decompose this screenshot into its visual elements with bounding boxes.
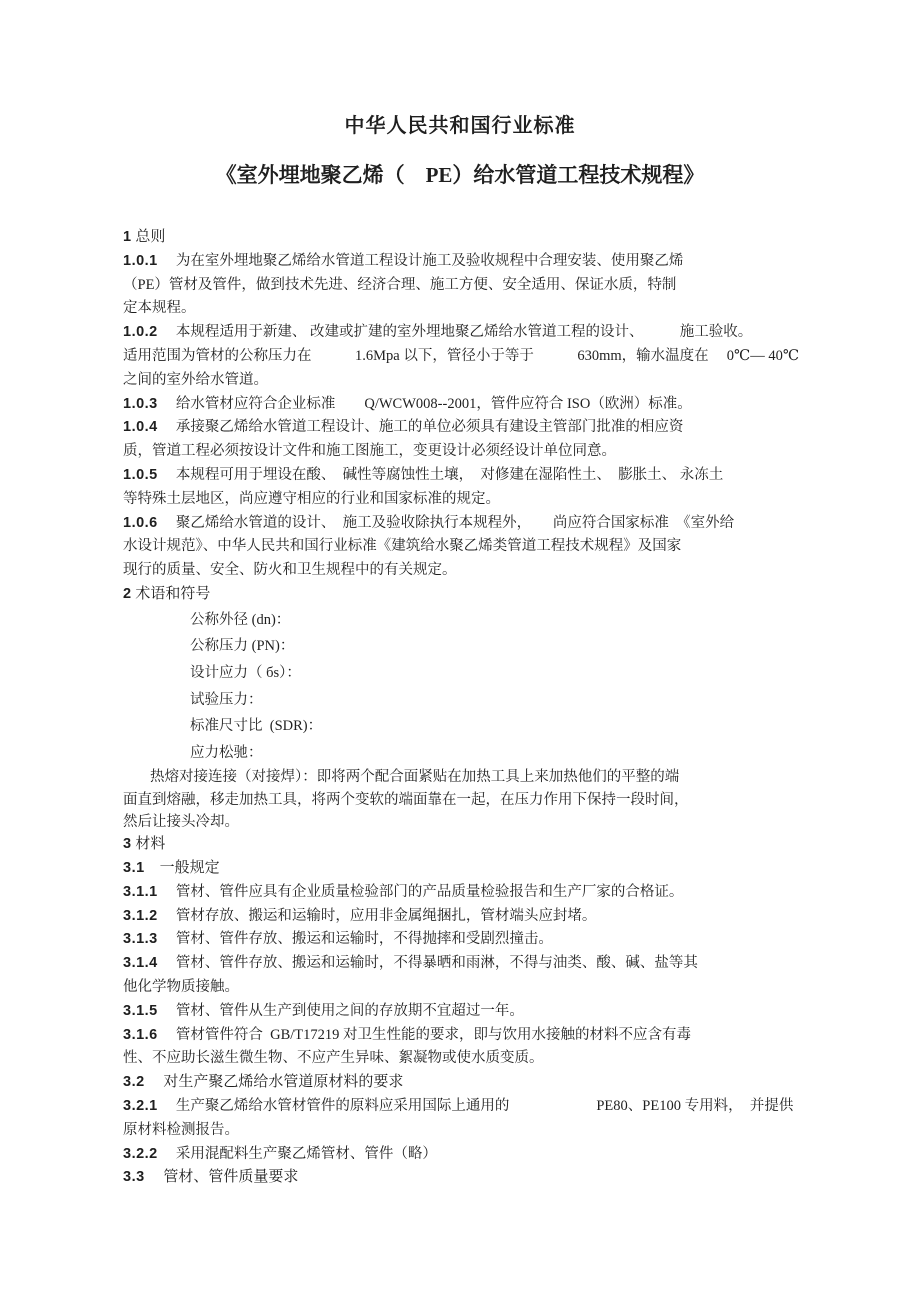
- clause-number: 1.0.3: [123, 395, 158, 412]
- doc-line: 1.0.4 承接聚乙烯给水管道工程设计、施工的单位必须具有建设主管部门批准的相应资: [123, 419, 684, 436]
- doc-line: 2 术语和符号: [123, 585, 211, 602]
- clause-number: 3.1.3: [123, 931, 158, 948]
- doc-line: 水设计规范》、中华人民共和国行业标准《建筑给水聚乙烯类管道工程技术规程》及国家: [123, 538, 682, 555]
- clause-number: 1.0.1: [123, 252, 158, 269]
- doc-line: 等特殊土层地区，尚应遵守相应的行业和国家标准的规定。: [123, 490, 500, 507]
- doc-line: 试验压力：: [190, 691, 263, 708]
- doc-line: 定本规程。: [123, 300, 196, 317]
- doc-line: 公称外径 (dn)：: [190, 611, 291, 628]
- clause-number: 1.0.6: [123, 514, 158, 531]
- clause-number: 1.0.2: [123, 324, 158, 341]
- doc-line: 3.2.2 采用混配料生产聚乙烯管材、管件（略）: [123, 1145, 437, 1162]
- doc-line: 3.1 一般规定: [123, 860, 220, 876]
- doc-line: 1.0.6 聚乙烯给水管道的设计、 施工及验收除执行本规程外， 尚应符合国家标准 《室外给: [123, 514, 735, 531]
- doc-line: 3.1.1 管材、管件应具有企业质量检验部门的产品质量检验报告和生产厂家的合格证。: [123, 883, 684, 900]
- document-body: [123, 226, 820, 1190]
- doc-line: 标准尺寸比 (SDR)：: [190, 718, 323, 735]
- doc-line: 适用范围为管材的公称压力在 1.6Mpa 以下，管径小于等于 630mm，输水温度在 0℃— 40℃: [123, 347, 800, 364]
- doc-line: 然后让接头冷却。: [123, 813, 239, 830]
- clause-number: 3.3: [123, 1169, 145, 1186]
- doc-line: 1.0.1 为在室外埋地聚乙烯给水管道工程设计施工及验收规程中合理安装、使用聚乙烯: [123, 252, 684, 269]
- doc-line: 3.2.1 生产聚乙烯给水管材管件的原料应采用国际上通用的 PE80、PE100 专用料， 并提供: [123, 1097, 794, 1114]
- doc-line: 热熔对接连接（对接焊）：即将两个配合面紧贴在加热工具上来加热他们的平整的端: [150, 769, 680, 786]
- clause-number: 3.2.2: [123, 1145, 158, 1162]
- document-subtitle: 《室外埋地聚乙烯（ PE）给水管道工程技术规程》: [215, 163, 705, 187]
- doc-line: （PE）管材及管件，做到技术先进、经济合理、施工方便、安全适用、保证水质，特制: [123, 276, 677, 293]
- clause-number: 3.1.5: [123, 1002, 158, 1019]
- doc-line: 之间的室外给水管道。: [123, 371, 268, 388]
- clause-number: 1.0.4: [123, 419, 158, 436]
- doc-line: 3 材料: [123, 836, 166, 853]
- doc-line: 3.1.4 管材、管件存放、搬运和运输时，不得暴晒和雨淋，不得与油类、酸、碱、盐等其: [123, 955, 698, 972]
- doc-line: 3.2 对生产聚乙烯给水管道原材料的要求: [123, 1074, 404, 1091]
- clause-number: 3.1.4: [123, 955, 158, 972]
- document-title: 中华人民共和国行业标准: [344, 115, 576, 137]
- doc-line: 3.1.2 管材存放、搬运和运输时，应用非金属绳捆扎，管材端头应封堵。: [123, 907, 597, 924]
- clause-number: 3.1.2: [123, 907, 158, 924]
- doc-line: 性、不应助长滋生微生物、不应产生异味、絮凝物或使水质变质。: [123, 1050, 544, 1067]
- doc-line: 3.1.5 管材、管件从生产到使用之间的存放期不宜超过一年。: [123, 1002, 524, 1019]
- doc-line: 1 总则: [123, 229, 166, 245]
- clause-number: 3.2: [123, 1074, 145, 1091]
- doc-line: 公称压力 (PN)：: [190, 638, 295, 655]
- doc-line: 3.1.6 管材管件符合 GB/T17219 对卫生性能的要求，即与饮用水接触的材料不应含有毒: [123, 1026, 692, 1043]
- clause-number: 1.0.5: [123, 466, 158, 483]
- clause-number: 3.1: [123, 860, 145, 876]
- clause-number: 3.1.1: [123, 883, 158, 900]
- doc-line: 应力松驰：: [190, 744, 263, 761]
- doc-line: 1.0.5 本规程可用于埋设在酸、 碱性等腐蚀性土壤， 对修建在湿陷性土、 膨胀土、 永冻土: [123, 466, 724, 483]
- doc-line: 他化学物质接触。: [123, 978, 239, 995]
- clause-number: 1: [123, 229, 132, 245]
- doc-line: 3.1.3 管材、管件存放、搬运和运输时，不得抛摔和受剧烈撞击。: [123, 931, 553, 948]
- doc-line: 质，管道工程必须按设计文件和施工图施工，变更设计必须经设计单位同意。: [123, 443, 616, 460]
- doc-line: 面直到熔融，移走加热工具，将两个变软的端面靠在一起，在压力作用下保持一段时间，: [123, 791, 689, 808]
- clause-number: 2: [123, 585, 132, 602]
- doc-line: 原材料检测报告。: [123, 1121, 239, 1138]
- doc-line: 设计应力（ бs）：: [190, 664, 301, 681]
- doc-line: 现行的质量、安全、防火和卫生规程中的有关规定。: [123, 562, 457, 579]
- clause-number: 3: [123, 836, 132, 853]
- doc-line: 3.3 管材、管件质量要求: [123, 1169, 299, 1186]
- doc-line: 1.0.3 给水管材应符合企业标准 Q/WCW008--2001，管件应符合 ISO（欧洲）标准。: [123, 395, 692, 412]
- doc-line: 1.0.2 本规程适用于新建、 改建或扩建的室外埋地聚乙烯给水管道工程的设计、 施工验收。: [123, 324, 753, 341]
- clause-number: 3.1.6: [123, 1026, 158, 1043]
- clause-number: 3.2.1: [123, 1097, 158, 1114]
